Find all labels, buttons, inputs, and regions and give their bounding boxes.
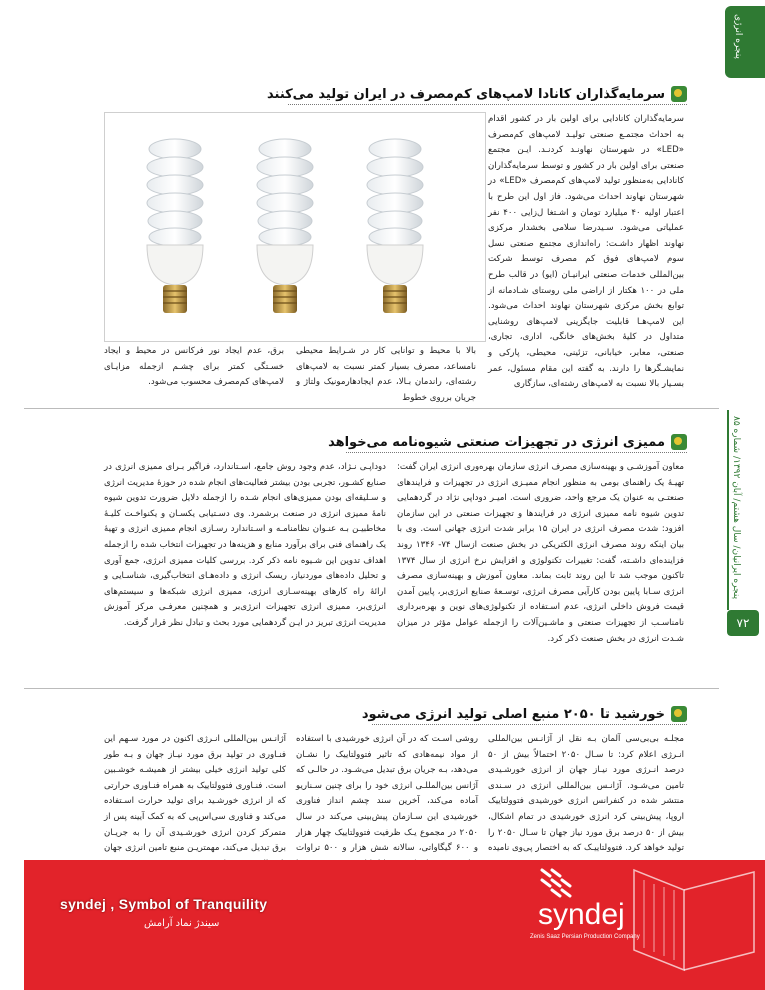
article2-title-rule xyxy=(346,452,687,453)
lamp-icon xyxy=(671,86,687,102)
article3-title: خورشید تا ۲۰۵۰ منبع اصلی تولید انرژی می‌شود xyxy=(361,706,665,722)
article1-col-mid: بالا با محیط و توانایی کار در شـرایط محیطی نامساعد، مصرف بسیار کمتر نسبت به لامپ‌های رشته‌ای، راندمان بـالا، عدم ایجادهارمونیک ولتاژ و جریان برروی خطوط xyxy=(296,346,476,403)
cfl-bulbs-illustration xyxy=(105,113,485,341)
section-divider-2 xyxy=(24,688,719,689)
article3-headline xyxy=(362,706,687,722)
article2-headline xyxy=(328,434,687,450)
bulb-right xyxy=(367,139,423,313)
issue-meta: پنجره ایرانیان/ سال هشتم/ آبان ۱۳۹۲/ شماره ۸۵ xyxy=(731,416,741,600)
syndej-logo-subtitle: Zenis Saaz Persian Production Company xyxy=(530,934,640,940)
syndej-advertisement xyxy=(24,860,765,990)
article3-title-rule xyxy=(372,724,687,725)
section-divider-1 xyxy=(24,408,719,409)
cfl-lamps-photo xyxy=(104,112,486,342)
issue-strip-line xyxy=(727,410,729,610)
radiator-outline-graphic xyxy=(624,860,765,990)
article3-col-mid: روشی اسـت که در آن انرژی خورشیدی با استفاده از مواد نیمه‌هادی که تاثیر فتوولتاییک را نشـان می‌دهد، بـه جریان برق تبدیل می‌شـود. در حالـی که آژانس بین‌المللـی انرژی خود را برای چنین سـناریو آماده می‌کند، آخرین سند چشم انداز فناوری خورشیدی این سـازمان پیش‌بینی می‌کند در سال ۲۰۵۰ در مجموع یـک ظرفیت فتوولتاییک چهار هزار و ۶۰۰ گیگاواتی، سالانه شش هزار و ۵۰۰ تراوات xyxy=(296,734,478,854)
page-number: ۷۲ xyxy=(727,610,759,636)
article3-col-right: مجلـه بی‌بی‌سی آلمان بـه نقل از آژانـس بین‌المللی انـرژی اعلام کرد: تا سـال ۲۰۵۰ احتمالاً بیش از ۵۰ درصد انـرژی مورد نیـاز جهان از انرژی خورشـیدی تامین می‌شـود. آژانـس بین‌المللی انرژی در سـندی منتشر شده در کنفرانس انرژی خورشیدی فتوولتاییک اروپا، پیش‌بینی کرد انرژی خورشیدی در تمام اشکال، بیش از ۵۰ درصد برق مورد نیاز جهان تا سـال ۲۰۵۰ را تولید خواهد کرد. فتوولتاییـک که به اختصار پی‌وی نامیده xyxy=(488,734,684,854)
ad-slogan-fa: سیندژ نماد آرامش xyxy=(144,918,220,929)
article1-col-left: برق، عدم ایجاد نور فرکانس در محیط و ایجاد خسـتگی کمتر برای چشـم ازجمله مزایـای لامپ‌های کم‌مصرف محسوب می‌شود. xyxy=(104,346,284,388)
section-tab xyxy=(725,6,765,78)
lamp-icon xyxy=(671,434,687,450)
article1-title: سرمایه‌گذاران کانادا لامپ‌های کم‌مصرف در ایران تولید می‌کنند xyxy=(267,86,665,102)
article2-col-right: معاون آموزشـی و بهینه‌سازی مصرف انرژی سازمان بهره‌وری انرژی ایران گفت: تهیـهٔ یک راهنمای بومی به منظور انجام ممیـزی انرژی در تجهیزات و فرایندهای صنعتـی به عنوان یک مرجع واحد، ضروری است. امیـر دوداپی نژاد در گردهمایی تدوین شیوه نامه ممیزی انرژی در فرایندها و تجهیزات صنعتی در این سازمان افزود: شدت مصرف انرژی در ایران ۱۵ برابر شدت انرژی جهانی است. وی با بیان اینکه روند مصرف انرژی الکتریکی در بخش صنعت ازسال ۷۴- ۱۳۴۶ روند فزاینده‌ای داشـته، گفت: تغییرات تکنولوژی و افزایش نرخ انرژی از سال ۱۳۷۴ تاکنون موجب شد تا این روند ثابت بماند. معاون آموزش و بهینه‌سازی مصرف انرژی سـابا پایین بودن کارآیی مصرف انرژی، توسـعهٔ صنایع انرژی‌بر، پایین آمدن قیمت فروش داخلی انرژی، عدم اسـتفاده از تکنولوژی‌های نوین و بهره‌برداری نامناسـب از تجهیزات صنعتی و ماشـین‌آلات را ازجمله عوامل مؤثر در میزان شـدت انرژی در بخش صنعت ذکر کرد. xyxy=(397,462,684,644)
article2-title: ممیزی انرژی در تجهیزات صنعتی شیوه‌نامه می‌خواهد xyxy=(328,434,665,450)
article1-title-rule xyxy=(288,104,687,105)
bulb-left xyxy=(147,139,203,313)
section-tab-label: پنجره انرژی xyxy=(733,14,743,59)
article3-col-left: آژانـس بین‌المللی انـرژی اکنون در مورد سـهم این فنـاوری در تولید برق مورد نیـاز جهان و بـه طور کلی تولید انرژی خیلی بیشتر از همیشـه خوشـبین است. فنـاوری فتوولتاییک به همراه فنـاوری حرارتی که از انرژی خورشـید برای تولید حرارت اسـتفاده می‌کند و فناوری سی‌اس‌پی که به کمک آیینه پس از متمرکز کردن انرژی خورشـیدی آن را به جریـان برق تبدیل می‌کند، مهمتریـن منبع تامین انرژی جهان xyxy=(104,734,286,854)
article2-col-left: دوداپـی نـژاد، عدم وجود روش جامع، اسـتاندارد، فراگیر بـرای ممیزی انرژی در صنایع کشـور، تجربی بودن بیشتر فعالیت‌های انجام شده در حوزهٔ مدیریت انرژی و سـلیقه‌ای بودن ممیزی‌های انجام شـده را ازجمله دلایل ضرورت تدوین شیوه نامهٔ ممیزی انرژی در صنعت برشمرد. وی دسـتیابی یکسـان و یکنواخـت کلیـهٔ مخاطبیـن بـه عنـوان نظامنامـه و اسـتاندارد رسـازی انجام ممیزی انرژی و تهیهٔ یک راهنمای فنی برای برآورد منابع و هزینه‌ها در تجهیزات انتخاب شده را ازجمله اهداف تدوین این شـیوه نامه ذکر کرد. بررسی کلیات ممیزی انرژی، جمع آوری و تحلیل داده‌های موردنیاز، ریسک انرژی و داده‌هـای انتخاب‌گیری، شناسـایی و ارائهٔ راه کارهای بهینه‌سـازی انرژی، ممیزی انرژی شبکه‌ها و سیستم‌های انرژی‌بر، ممیزی انرژی تجهیزات انرژی‌بر و همچنین معرفـی مرکز آموزش مدیریت انرژی تبریز در ایـن گردهمایی مورد بحث و تبادل نظر قرار گرفت. xyxy=(104,462,386,628)
article1-col-right: سرمایه‌گذاران کانادایی برای اولین بار در کشور اقدام به احداث مجتمـع صنعتی تولیـد لامپ‌های کم‌مصرف «LED» در شهرستان نهاونـد کردنـد. ایـن مجتمع صنعتی برای اولین بار در کشور و توسط سرمایه‌گذاران کانادایی به‌منظور تولید لامپ‌های کم‌مصرف «LED» در شهرستان نهاوند احداث می‌شود. فاز اول این طرح با اعتبار اولیه ۴۰ میلیارد تومان و اشـتغا ل‌زایی ۴۰۰ نفر عملیاتی می‌شود. سـیدرضا سلامی بخشدار مرکزی نهاوند اظهار داشـت: راه‌اندازی مجتمع صنعتی نسل سوم لامپ‌های فوق کم مصرف توسط شرکت بین‌المللی خدمات صنعتی ایرانیـان (ایو) در قالب طرح ملی در ۱۰۰ هکتار از اراضی ملی روستای شـادمانه از توابع بخش مرکزی شهرستان نهاوند احداث می‌شود. این لامپ‌هـا قابلیت جایگزینی لامپ‌های روشنایی متداول در کلیهٔ بخش‌های خانگی، اداری، تجاری، صنعتی، معابر، خیابانی، تزئینی، محیطی، پارکی و نمایشـگرها را دارند. به گفته این مقام مسئول، عمر بسـیار بالا نسبت به لامپ‌های رشته‌ای، سازگاری xyxy=(488,114,685,390)
article1-headline xyxy=(267,86,687,102)
bulb-middle xyxy=(257,139,313,313)
ad-slogan-en: syndej , Symbol of Tranquility xyxy=(60,896,268,912)
lamp-icon xyxy=(671,706,687,722)
syndej-logo-icon xyxy=(538,866,578,900)
syndej-logo: syndej xyxy=(538,898,625,931)
